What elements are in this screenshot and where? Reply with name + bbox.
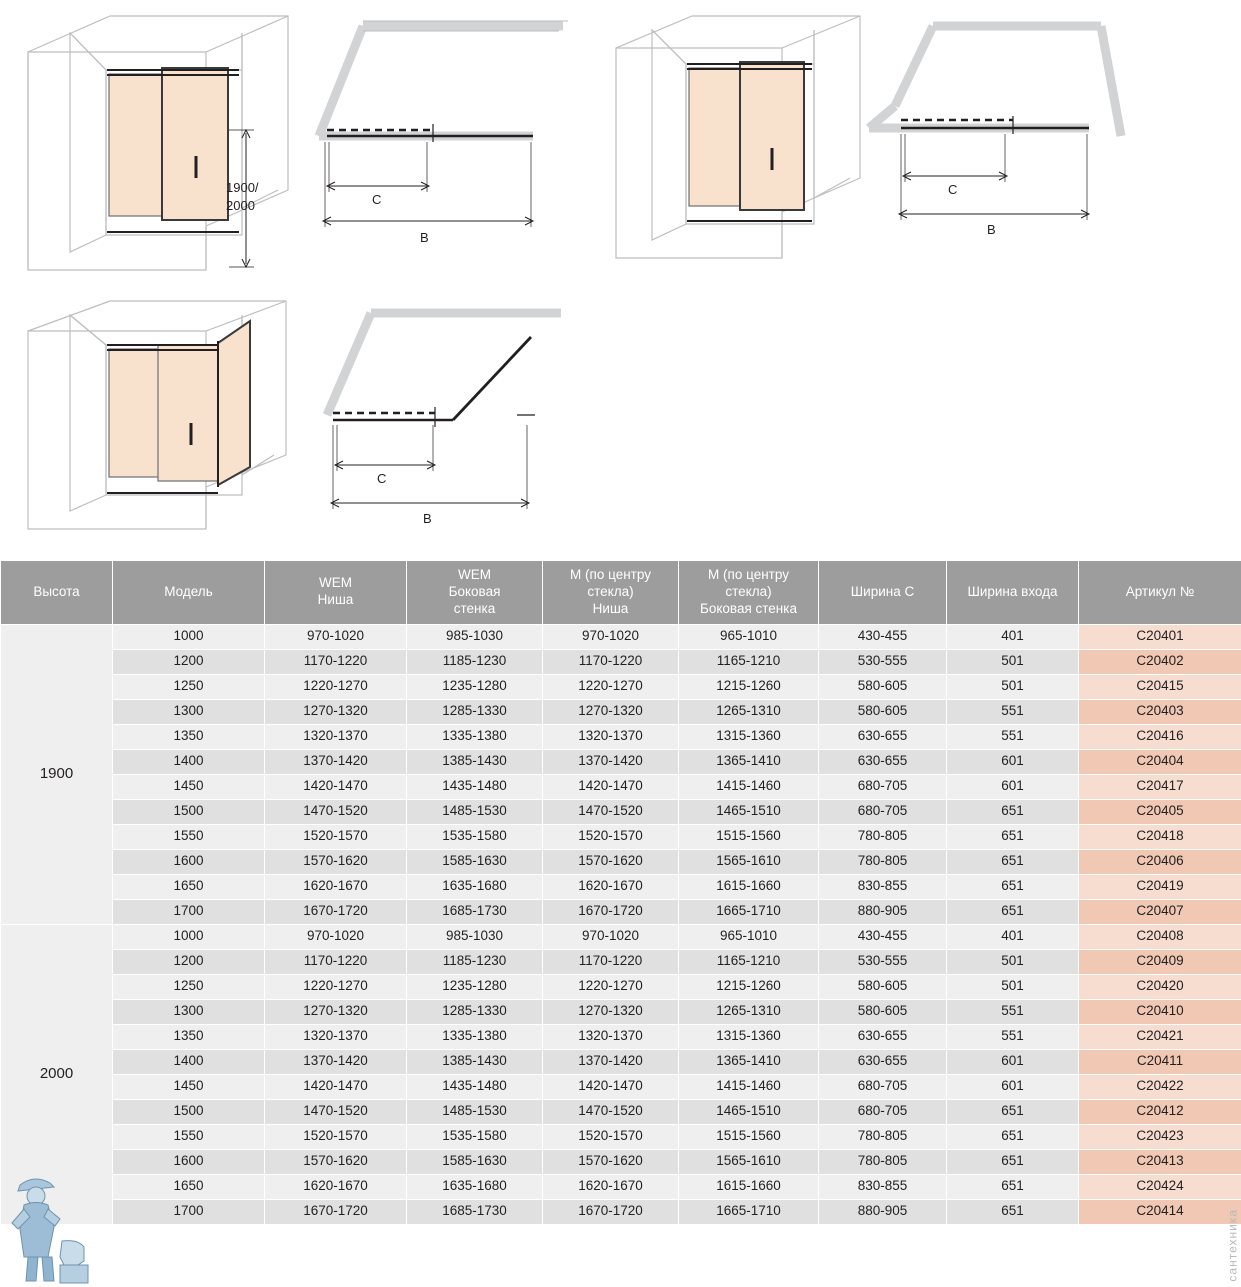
m-side-cell: 1365-1410 — [679, 1049, 819, 1074]
m-side-cell: 1615-1660 — [679, 1174, 819, 1199]
model-cell: 1550 — [113, 824, 265, 849]
m-niche-cell: 1170-1220 — [543, 949, 679, 974]
article-cell[interactable]: C20406 — [1079, 849, 1241, 874]
model-cell: 1600 — [113, 849, 265, 874]
wem-side-cell: 1585-1630 — [407, 1149, 543, 1174]
m-side-cell: 1415-1460 — [679, 774, 819, 799]
table-row — [1, 824, 1241, 849]
height-group-cell: 1900 — [1, 624, 113, 924]
entry-width-cell: 401 — [947, 624, 1079, 649]
table-row — [1, 649, 1241, 674]
m-niche-cell: 970-1020 — [543, 924, 679, 949]
table-row — [1, 724, 1241, 749]
article-cell[interactable]: C20402 — [1079, 649, 1241, 674]
table-row — [1, 1074, 1241, 1099]
watermark-text: сантехника — [1226, 1209, 1240, 1282]
m-side-cell: 1565-1610 — [679, 849, 819, 874]
diagram-area — [0, 0, 1241, 560]
table-row — [1, 774, 1241, 799]
wem-side-cell: 985-1030 — [407, 624, 543, 649]
col-header-model-l1: Модель — [164, 583, 213, 599]
entry-width-cell: 601 — [947, 749, 1079, 774]
table-row — [1, 1174, 1241, 1199]
article-cell[interactable]: C20403 — [1079, 699, 1241, 724]
m-side-cell: 1665-1710 — [679, 1199, 819, 1224]
article-cell[interactable]: C20410 — [1079, 999, 1241, 1024]
entry-width-cell: 651 — [947, 874, 1079, 899]
m-side-cell: 1165-1210 — [679, 649, 819, 674]
entry-width-cell: 651 — [947, 1124, 1079, 1149]
dim-c-label-2: C — [948, 182, 958, 197]
diagram-niche-plan — [305, 8, 590, 278]
article-cell[interactable]: C20414 — [1079, 1199, 1241, 1224]
model-cell: 1250 — [113, 674, 265, 699]
wem-side-cell: 1535-1580 — [407, 1124, 543, 1149]
wem-side-cell: 1285-1330 — [407, 999, 543, 1024]
table-row — [1, 974, 1241, 999]
m-niche-cell: 1370-1420 — [543, 749, 679, 774]
dim-b-label-1: B — [420, 230, 429, 245]
wem-niche-cell: 1470-1520 — [265, 1099, 407, 1124]
wem-side-cell: 1585-1630 — [407, 849, 543, 874]
table-row — [1, 1149, 1241, 1174]
wem-side-cell: 1535-1580 — [407, 824, 543, 849]
diagram-sidewall-plan — [845, 8, 1135, 278]
model-cell: 1300 — [113, 699, 265, 724]
col-header-m-niche-l2: стекла) — [587, 583, 634, 599]
model-cell: 1700 — [113, 899, 265, 924]
wem-side-cell: 1635-1680 — [407, 874, 543, 899]
wem-side-cell: 1485-1530 — [407, 1099, 543, 1124]
m-niche-cell: 1370-1420 — [543, 1049, 679, 1074]
dim-c-label-3: C — [377, 471, 387, 486]
m-niche-cell: 1420-1470 — [543, 774, 679, 799]
wem-niche-cell: 1170-1220 — [265, 649, 407, 674]
entry-width-cell: 551 — [947, 699, 1079, 724]
m-niche-cell: 1520-1570 — [543, 824, 679, 849]
m-niche-cell: 1270-1320 — [543, 699, 679, 724]
width-c-cell: 530-555 — [819, 649, 947, 674]
model-cell: 1000 — [113, 624, 265, 649]
table-body — [1, 624, 1241, 1224]
entry-width-cell: 651 — [947, 849, 1079, 874]
dim-b-label-3: B — [423, 511, 432, 526]
article-cell[interactable]: C20417 — [1079, 774, 1241, 799]
wem-side-cell: 1335-1380 — [407, 1024, 543, 1049]
wem-side-cell: 1185-1230 — [407, 649, 543, 674]
width-c-cell: 830-855 — [819, 1174, 947, 1199]
entry-width-cell: 651 — [947, 1099, 1079, 1124]
col-header-m-side-l3: Боковая стенка — [700, 600, 797, 616]
article-cell[interactable]: C20404 — [1079, 749, 1241, 774]
model-cell: 1200 — [113, 949, 265, 974]
article-cell[interactable]: C20424 — [1079, 1174, 1241, 1199]
wem-niche-cell: 970-1020 — [265, 924, 407, 949]
m-side-cell: 1615-1660 — [679, 874, 819, 899]
m-niche-cell: 1620-1670 — [543, 1174, 679, 1199]
col-header-height-l1: Высота — [33, 583, 80, 599]
wem-side-cell: 985-1030 — [407, 924, 543, 949]
entry-width-cell: 651 — [947, 1199, 1079, 1224]
wem-side-cell: 1385-1430 — [407, 749, 543, 774]
wem-side-cell: 1335-1380 — [407, 724, 543, 749]
col-header-entry-width — [947, 561, 1079, 625]
article-cell[interactable]: C20416 — [1079, 724, 1241, 749]
wem-niche-cell: 1520-1570 — [265, 824, 407, 849]
m-side-cell: 1215-1260 — [679, 974, 819, 999]
entry-width-cell: 651 — [947, 799, 1079, 824]
width-c-cell: 880-905 — [819, 1199, 947, 1224]
table-row — [1, 949, 1241, 974]
model-cell: 1400 — [113, 1049, 265, 1074]
width-c-cell: 680-705 — [819, 774, 947, 799]
m-side-cell: 1315-1360 — [679, 724, 819, 749]
m-side-cell: 1265-1310 — [679, 699, 819, 724]
m-niche-cell: 1670-1720 — [543, 899, 679, 924]
model-cell: 1450 — [113, 774, 265, 799]
m-side-cell: 1165-1210 — [679, 949, 819, 974]
wem-niche-cell: 1420-1470 — [265, 1074, 407, 1099]
wem-side-cell: 1385-1430 — [407, 1049, 543, 1074]
height-label-line1: 1900/ — [226, 180, 259, 195]
width-c-cell: 530-555 — [819, 949, 947, 974]
col-header-width-c-l1: Ширина C — [850, 583, 915, 599]
m-side-cell: 1515-1560 — [679, 824, 819, 849]
wem-side-cell: 1685-1730 — [407, 899, 543, 924]
table-header-row — [1, 561, 1241, 625]
specification-table — [0, 560, 1241, 1225]
article-cell[interactable]: C20415 — [1079, 674, 1241, 699]
m-niche-cell: 1520-1570 — [543, 1124, 679, 1149]
m-side-cell: 1265-1310 — [679, 999, 819, 1024]
article-cell[interactable]: C20423 — [1079, 1124, 1241, 1149]
m-side-cell: 1515-1560 — [679, 1124, 819, 1149]
table-row — [1, 1099, 1241, 1124]
entry-width-cell: 551 — [947, 724, 1079, 749]
model-cell: 1200 — [113, 649, 265, 674]
m-niche-cell: 1170-1220 — [543, 649, 679, 674]
m-niche-cell: 1220-1270 — [543, 974, 679, 999]
article-cell[interactable]: C20413 — [1079, 1149, 1241, 1174]
width-c-cell: 630-655 — [819, 1049, 947, 1074]
width-c-cell: 680-705 — [819, 799, 947, 824]
model-cell: 1400 — [113, 749, 265, 774]
wem-niche-cell: 1570-1620 — [265, 1149, 407, 1174]
wem-niche-cell: 1470-1520 — [265, 799, 407, 824]
article-cell[interactable]: C20408 — [1079, 924, 1241, 949]
diagram-corner-plan — [305, 295, 590, 545]
col-header-m-side — [679, 561, 819, 625]
wem-side-cell: 1435-1480 — [407, 1074, 543, 1099]
model-cell: 1600 — [113, 1149, 265, 1174]
width-c-cell: 680-705 — [819, 1099, 947, 1124]
m-side-cell: 965-1010 — [679, 624, 819, 649]
wem-side-cell: 1235-1280 — [407, 974, 543, 999]
wem-side-cell: 1185-1230 — [407, 949, 543, 974]
table-row — [1, 624, 1241, 649]
entry-width-cell: 651 — [947, 824, 1079, 849]
width-c-cell: 580-605 — [819, 699, 947, 724]
wem-niche-cell: 1270-1320 — [265, 699, 407, 724]
entry-width-cell: 601 — [947, 1049, 1079, 1074]
m-niche-cell: 1220-1270 — [543, 674, 679, 699]
table-row — [1, 999, 1241, 1024]
col-header-article-l1: Артикул № — [1125, 583, 1195, 599]
m-niche-cell: 1470-1520 — [543, 1099, 679, 1124]
entry-width-cell: 601 — [947, 1074, 1079, 1099]
entry-width-cell: 651 — [947, 1149, 1079, 1174]
table-row — [1, 924, 1241, 949]
width-c-cell: 830-855 — [819, 874, 947, 899]
model-cell: 1250 — [113, 974, 265, 999]
entry-width-cell: 501 — [947, 949, 1079, 974]
wem-side-cell: 1435-1480 — [407, 774, 543, 799]
article-cell[interactable]: C20422 — [1079, 1074, 1241, 1099]
entry-width-cell: 501 — [947, 674, 1079, 699]
entry-width-cell: 601 — [947, 774, 1079, 799]
width-c-cell: 780-805 — [819, 1124, 947, 1149]
model-cell: 1000 — [113, 924, 265, 949]
width-c-cell: 780-805 — [819, 824, 947, 849]
width-c-cell: 580-605 — [819, 999, 947, 1024]
wem-niche-cell: 1170-1220 — [265, 949, 407, 974]
col-header-model — [113, 561, 265, 625]
col-header-wem-side-l1: WEM — [458, 567, 491, 582]
width-c-cell: 880-905 — [819, 899, 947, 924]
entry-width-cell: 501 — [947, 649, 1079, 674]
m-niche-cell: 1670-1720 — [543, 1199, 679, 1224]
wem-niche-cell: 1370-1420 — [265, 1049, 407, 1074]
m-niche-cell: 1320-1370 — [543, 1024, 679, 1049]
col-header-height — [1, 561, 113, 625]
m-niche-cell: 1320-1370 — [543, 724, 679, 749]
model-cell: 1450 — [113, 1074, 265, 1099]
width-c-cell: 630-655 — [819, 724, 947, 749]
table-row — [1, 899, 1241, 924]
width-c-cell: 630-655 — [819, 749, 947, 774]
width-c-cell: 680-705 — [819, 1074, 947, 1099]
wem-niche-cell: 1620-1670 — [265, 874, 407, 899]
m-side-cell: 965-1010 — [679, 924, 819, 949]
wem-side-cell: 1485-1530 — [407, 799, 543, 824]
model-cell: 1350 — [113, 1024, 265, 1049]
m-side-cell: 1315-1360 — [679, 1024, 819, 1049]
model-cell: 1700 — [113, 1199, 265, 1224]
m-side-cell: 1415-1460 — [679, 1074, 819, 1099]
model-cell: 1300 — [113, 999, 265, 1024]
table-row — [1, 849, 1241, 874]
width-c-cell: 630-655 — [819, 1024, 947, 1049]
m-niche-cell: 1420-1470 — [543, 1074, 679, 1099]
wem-niche-cell: 1670-1720 — [265, 899, 407, 924]
article-cell[interactable]: C20418 — [1079, 824, 1241, 849]
model-cell: 1650 — [113, 1174, 265, 1199]
wem-niche-cell: 1370-1420 — [265, 749, 407, 774]
article-cell[interactable]: C20421 — [1079, 1024, 1241, 1049]
entry-width-cell: 551 — [947, 1024, 1079, 1049]
wem-niche-cell: 1320-1370 — [265, 724, 407, 749]
wem-niche-cell: 1220-1270 — [265, 674, 407, 699]
col-header-wem-niche-l2: Ниша — [317, 592, 354, 608]
col-header-wem-side-l3: стенка — [453, 600, 496, 616]
wem-side-cell: 1635-1680 — [407, 1174, 543, 1199]
m-side-cell: 1215-1260 — [679, 674, 819, 699]
diagram-niche-perspective — [10, 8, 310, 288]
wem-niche-cell: 1220-1270 — [265, 974, 407, 999]
m-side-cell: 1565-1610 — [679, 1149, 819, 1174]
wem-niche-cell: 1420-1470 — [265, 774, 407, 799]
col-header-article — [1079, 561, 1241, 625]
m-niche-cell: 1570-1620 — [543, 849, 679, 874]
article-cell[interactable]: C20405 — [1079, 799, 1241, 824]
col-header-m-niche-l1: M (по центру — [570, 567, 651, 582]
m-niche-cell: 1570-1620 — [543, 1149, 679, 1174]
width-c-cell: 580-605 — [819, 674, 947, 699]
article-cell[interactable]: C20412 — [1079, 1099, 1241, 1124]
entry-width-cell: 551 — [947, 999, 1079, 1024]
entry-width-cell: 501 — [947, 974, 1079, 999]
m-side-cell: 1465-1510 — [679, 799, 819, 824]
wem-side-cell: 1685-1730 — [407, 1199, 543, 1224]
model-cell: 1500 — [113, 799, 265, 824]
table-row — [1, 874, 1241, 899]
table-row — [1, 1024, 1241, 1049]
wem-niche-cell: 1520-1570 — [265, 1124, 407, 1149]
width-c-cell: 780-805 — [819, 1149, 947, 1174]
diagram-sidewall-perspective — [600, 8, 880, 288]
model-cell: 1550 — [113, 1124, 265, 1149]
width-c-cell: 580-605 — [819, 974, 947, 999]
wem-niche-cell: 1620-1670 — [265, 1174, 407, 1199]
wem-niche-cell: 1270-1320 — [265, 999, 407, 1024]
width-c-cell: 430-455 — [819, 924, 947, 949]
wem-niche-cell: 1670-1720 — [265, 1199, 407, 1224]
article-cell[interactable]: C20419 — [1079, 874, 1241, 899]
table-row — [1, 699, 1241, 724]
wem-side-cell: 1285-1330 — [407, 699, 543, 724]
table-row — [1, 1199, 1241, 1224]
diagram-corner-perspective — [10, 295, 310, 545]
model-cell: 1350 — [113, 724, 265, 749]
width-c-cell: 780-805 — [819, 849, 947, 874]
wem-niche-cell: 970-1020 — [265, 624, 407, 649]
m-niche-cell: 1270-1320 — [543, 999, 679, 1024]
model-cell: 1650 — [113, 874, 265, 899]
entry-width-cell: 651 — [947, 1174, 1079, 1199]
table-row — [1, 799, 1241, 824]
m-side-cell: 1465-1510 — [679, 1099, 819, 1124]
wem-niche-cell: 1570-1620 — [265, 849, 407, 874]
col-header-m-side-l1: M (по центру — [708, 567, 789, 582]
col-header-m-niche — [543, 561, 679, 625]
entry-width-cell: 401 — [947, 924, 1079, 949]
height-label-line2: 2000 — [226, 198, 255, 213]
article-cell[interactable]: C20411 — [1079, 1049, 1241, 1074]
m-side-cell: 1365-1410 — [679, 749, 819, 774]
article-cell[interactable]: C20407 — [1079, 899, 1241, 924]
dim-c-label-1: C — [372, 192, 382, 207]
wem-side-cell: 1235-1280 — [407, 674, 543, 699]
model-cell: 1500 — [113, 1099, 265, 1124]
entry-width-cell: 651 — [947, 899, 1079, 924]
table-row — [1, 749, 1241, 774]
table-row — [1, 674, 1241, 699]
col-header-wem-niche-l1: WEM — [319, 575, 352, 591]
width-c-cell: 430-455 — [819, 624, 947, 649]
article-cell[interactable]: C20409 — [1079, 949, 1241, 974]
col-header-m-side-l2: стекла) — [725, 583, 772, 599]
col-header-m-niche-l3: Ниша — [592, 600, 629, 616]
m-side-cell: 1665-1710 — [679, 899, 819, 924]
table-row — [1, 1049, 1241, 1074]
col-header-wem-niche — [265, 561, 407, 625]
col-header-entry-width-l1: Ширина входа — [967, 583, 1058, 599]
height-group-cell: 2000 — [1, 924, 113, 1224]
col-header-wem-side — [407, 561, 543, 625]
col-header-width-c — [819, 561, 947, 625]
m-niche-cell: 970-1020 — [543, 624, 679, 649]
wem-niche-cell: 1320-1370 — [265, 1024, 407, 1049]
table-row — [1, 1124, 1241, 1149]
m-niche-cell: 1470-1520 — [543, 799, 679, 824]
article-cell[interactable]: C20401 — [1079, 624, 1241, 649]
dim-b-label-2: B — [987, 222, 996, 237]
article-cell[interactable]: C20420 — [1079, 974, 1241, 999]
m-niche-cell: 1620-1670 — [543, 874, 679, 899]
col-header-wem-side-l2: Боковая — [448, 583, 501, 599]
